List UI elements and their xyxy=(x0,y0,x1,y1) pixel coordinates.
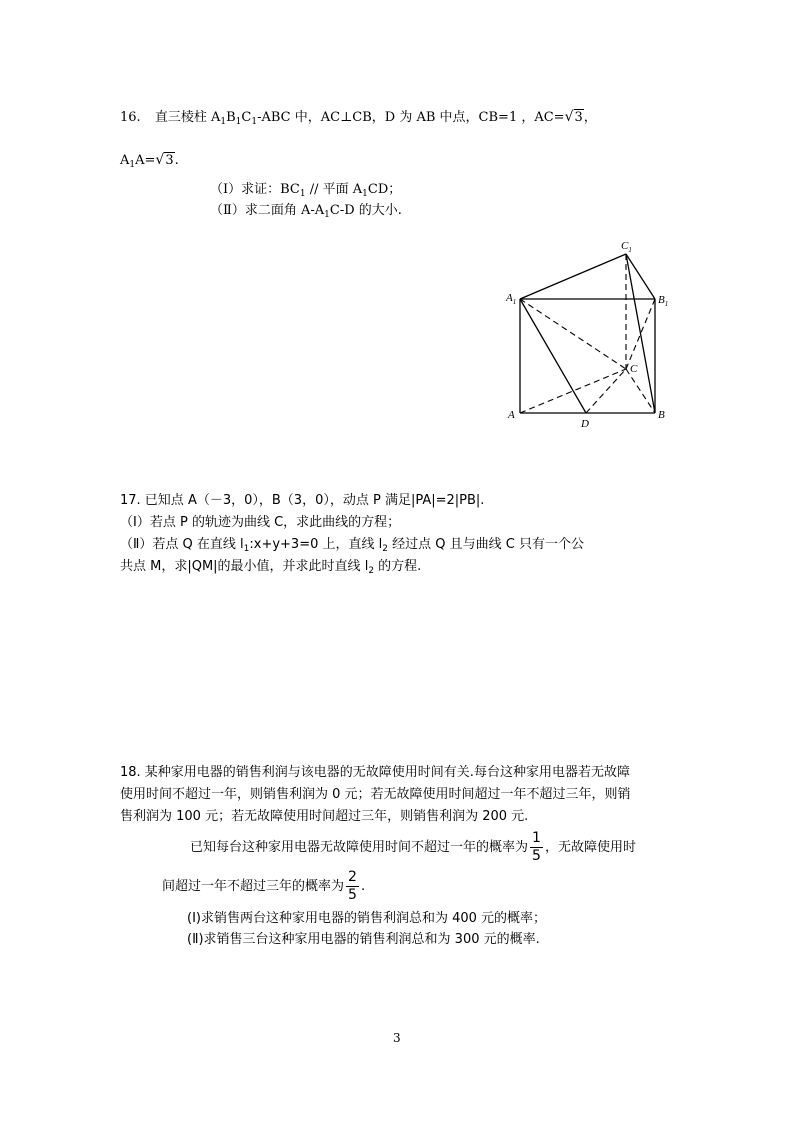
q18-line-3: 售利润为 100 元；若无故障使用时间超过三年，则销售利润为 200 元. xyxy=(120,809,529,824)
label-b1: $B_1$ xyxy=(658,294,669,308)
label-a1: $A_1$ xyxy=(506,292,517,306)
q18-line-4: 已知每台这种家用电器无故障使用时间不超过一年的概率为 $\frac{1}{5}$ ，无故障使用时 xyxy=(190,830,636,864)
q16-part-1: （Ⅰ）求证：$BC_1$ // 平面 $A_1CD$； xyxy=(210,182,402,199)
q18-part-1: (Ⅰ)求销售两台这种家用电器的销售利润总和为 400 元的概率； xyxy=(187,911,547,926)
q16-line-1: 16. 直三棱柱 $A_1B_1C_1$-ABC 中，AC⊥CB，D 为 AB 中点，CB=1 ，AC=√3， xyxy=(120,109,597,127)
q16-number: 16. xyxy=(120,110,141,125)
edge-a1d xyxy=(520,299,586,413)
edge-dc xyxy=(586,369,626,413)
q18-line-2: 使用时间不超过一年，则销售利润为 0 元；若无故障使用时间超过一年不超过三年，则销 xyxy=(120,787,631,802)
fraction-one-fifth: $\frac{1}{5}$ xyxy=(532,830,541,864)
q17-line-3: （Ⅱ）若点 Q 在直线 $l_1:x+y+3=0$ 上，直线 $l_2$ 经过点 Q 且与曲线 C 只有一个公 xyxy=(120,537,584,554)
label-d: D xyxy=(581,418,589,430)
label-a: A xyxy=(508,409,515,421)
q18-part-2: (Ⅱ)求销售三台这种家用电器的销售利润总和为 300 元的概率. xyxy=(187,932,540,947)
sqrt3-radical: √3 xyxy=(564,109,583,125)
label-b: B xyxy=(658,409,665,421)
edge-a1c xyxy=(520,299,626,369)
q16-line-2: $A_1A=√3$. xyxy=(120,152,179,170)
q17-line-2: （Ⅰ）若点 P 的轨迹为曲线 C，求此曲线的方程； xyxy=(120,515,401,530)
edge-c1b xyxy=(626,254,655,413)
q16-prism-text: 直三棱柱 $A_1B_1C_1$-ABC 中，AC⊥CB，D 为 AB 中点，CB=1 ，AC= xyxy=(154,110,565,127)
page-number: 3 xyxy=(393,1031,401,1045)
q18-line-5: 间超过一年不超过三年的概率为 $\frac{2}{5}$ . xyxy=(162,869,366,903)
label-c: C xyxy=(630,363,638,375)
q18-line-1: 18. 某种家用电器的销售利润与该电器的无故障使用时间有关.每台这种家用电器若无故障 xyxy=(120,765,630,780)
q17-line-1: 17. 已知点 A（－3，0），B（3，0），动点 P 满足|PA|=2|PB|. xyxy=(120,493,485,508)
label-c1: $C_1$ xyxy=(621,240,632,254)
sqrt3-radical: √3 xyxy=(155,152,174,168)
fraction-two-fifths: $\frac{2}{5}$ xyxy=(348,869,357,903)
prism-figure xyxy=(500,235,680,435)
edge-a1c1 xyxy=(520,254,626,299)
q16-part-2: （Ⅱ）求二面角 $A-A_1C-D$ 的大小. xyxy=(210,203,402,220)
q17-line-4: 共点 M，求|QM|的最小值，并求此时直线 $l_2$ 的方程. xyxy=(120,559,422,576)
